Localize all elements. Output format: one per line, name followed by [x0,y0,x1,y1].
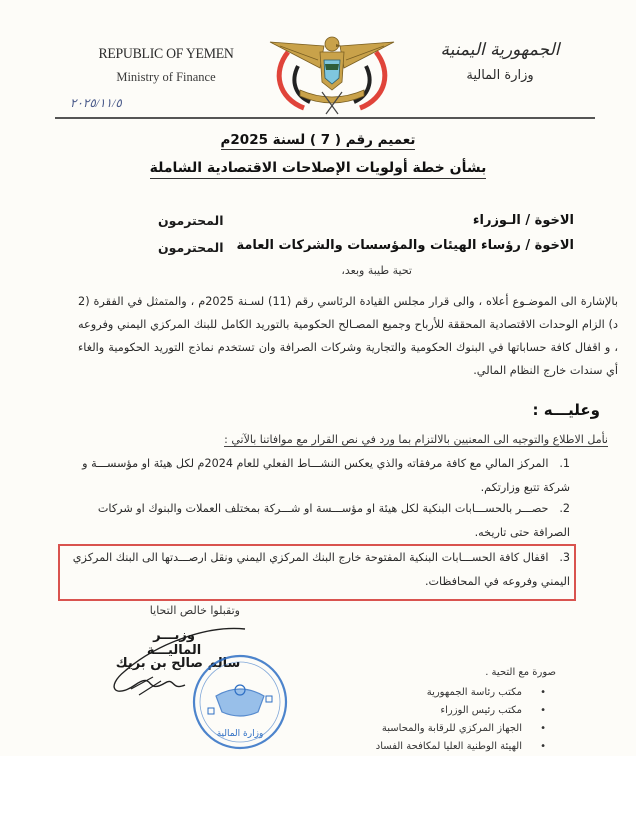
bullet-icon: • [540,723,546,734]
item-text: حصـــر بالحســـابات البنكية لكل هيئة او مؤســـسة او شـــركة بمختلف العملات والبنوك او شركات الصرافة حتى تاريخه. [97,502,570,539]
circular-number-title [0,132,636,148]
ministry-name-ar: وزارة المالية [466,68,534,83]
ministry-stamp-icon [190,652,290,752]
bullet-icon: • [540,741,546,752]
list-item-2 [70,497,570,545]
cc-list [376,667,556,756]
therefore-heading: وعليـــه : [532,401,600,419]
closing-line: وتقبلوا خالص التحايا [149,604,240,617]
signatory-title: وزيـــر الماليـــة [146,628,202,658]
cc-recipient: • الهيئة الوطنية العليا لمكافحة الفساد [376,738,556,756]
ministry-name-en: Ministry of Finance [116,70,216,84]
item-number: 2. [559,502,570,515]
letterhead-english [86,46,246,85]
cc-recipient: • مكتب رئيس الوزراء [376,702,556,720]
list-item-3 [70,546,570,594]
addressee-ministers: الاخوة / الـوزراء [472,213,574,228]
letterhead-arabic [420,40,580,83]
item-number: 3. [559,551,570,564]
bullet-icon: • [540,705,546,716]
list-item-1 [70,452,570,500]
reference-number: ٢٠٢٥/١١/٥ [70,96,122,110]
cc-recipient: • مكتب رئاسة الجمهورية [376,684,556,702]
yemen-emblem-icon [264,32,400,116]
instruction-line: نأمل الاطلاع والتوجيه الى المعنيين بالالتزام بما ورد في نص القرار مع موافاتنا بالآتي : [224,433,608,446]
item-text: المركز المالي مع كافة مرفقاته والذي يعكس النشـــاط الفعلي للعام 2024م لكل هيئة او مؤسســـة و شركة تتبع وزارتكم. [82,457,570,494]
svg-text:وزارة المالية: وزارة المالية [216,729,264,739]
bullet-icon: • [540,687,546,698]
honorific-heads: المحترمون [158,240,224,255]
subject-title [0,160,636,176]
country-name-en: REPUBLIC OF YEMEN [98,46,234,62]
item-number: 1. [559,457,570,470]
item-text: اقفال كافة الحســـابات البنكية المفتوحة خارج البنك المركزي اليمني ونقل ارصـــدتها الى البنك المركزي اليمني وفروعه في المحافظات. [72,551,570,588]
body-paragraph: بالإشارة الى الموضـوع أعلاه ، والى قرار مجلس القيادة الرئاسي رقم (11) لسـنة 2025م ، والمتمثل في الفقرة (2 د) الزام الوحدات الاقتصادية المحققة للأرباح وجميع المصـالح الحكومية بالتوريد الكامل للبنك المركزي اليمني وفروعه ، و اقفال كافة حساباتها في البنوك الحكومية والتجارية وشركات الصرافة وان تستخدم نماذج التوريد الحكومية والغاء أي سندات خارج النظام المالي. [78,295,619,377]
subject-title-text: بشأن خطة أولويات الإصلاحات الاقتصادية الشاملة [150,160,487,179]
greeting: تحية طيبة وبعد، [341,264,412,277]
circular-title-text: تعميم رقم ( 7 ) لسنة 2025م [220,132,416,148]
cc-title: صورة مع التحية . [485,667,556,678]
addressee-heads: الاخوة / رؤساء الهيئات والمؤسسات والشركات العامة [236,238,574,253]
header-divider [55,117,595,119]
country-name-ar: الجمهورية اليمنية [440,40,560,60]
honorific-ministers: المحترمون [158,213,224,228]
signatory-name: سالم صالح بن بريك [115,656,241,671]
cc-recipient: • الجهاز المركزي للرقابة والمحاسبة [376,720,556,738]
